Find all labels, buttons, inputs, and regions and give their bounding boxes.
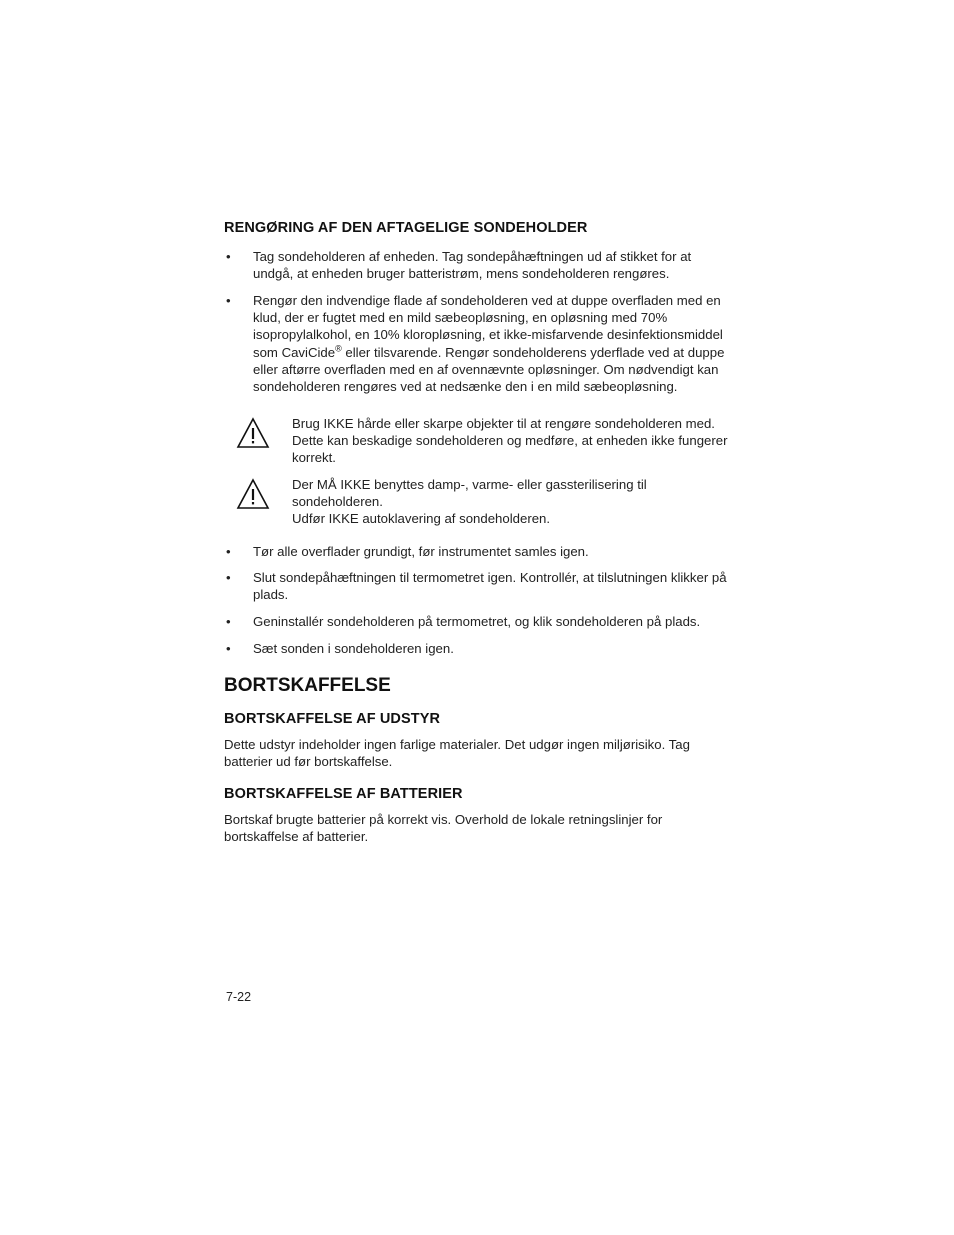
warning-line: Udfør IKKE autoklavering af sondeholderen.: [292, 511, 551, 527]
list-item-text: Tag sondeholderen af enheden. Tag sondepåhæftningen ud af stikket for at undgå, at enheden bruger batteristrøm, mens sondeholderen rengøres.: [253, 249, 692, 282]
list-item-text: [253, 292, 734, 395]
list-item-text-part: Rengør den indvendige flade af sondeholderen ved at duppe overfladen med en klud, der er fugtet med en mild sæbeopløsning, en opløsning med 70% isopropylalkohol, en 10% kloropløsning, et ikke-misfarvende desinfektionsmiddel som CaviCide: [253, 293, 723, 360]
warning-block: [236, 415, 734, 467]
warning-text: [292, 476, 734, 528]
list-item-text: Tør alle overflader grundigt, før instrumentet samles igen.: [253, 544, 589, 559]
warning-text: Brug IKKE hårde eller skarpe objekter til at rengøre sondeholderen med. Dette kan beskadige sondeholderen og medføre, at enheden ikke fungerer korrekt.: [292, 416, 728, 466]
list-item: [224, 569, 734, 603]
subsection-heading-batteries: BORTSKAFFELSE AF BATTERIER: [224, 786, 463, 802]
page-number: 7-22: [226, 990, 252, 1004]
paragraph: Dette udstyr indeholder ingen farlige materialer. Det udgør ingen miljørisiko. Tag batterier ud før bortskaffelse.: [224, 737, 690, 770]
section-heading-disposal: BORTSKAFFELSE: [224, 675, 391, 696]
list-item: [224, 613, 734, 630]
list-item: [224, 292, 734, 395]
bullet-marker: •: [226, 544, 231, 559]
list-item-text: Sæt sonden i sondeholderen igen.: [253, 641, 454, 656]
bullet-marker: •: [226, 293, 231, 308]
list-item-text: Slut sondepåhæftningen til termometret igen. Kontrollér, at tilslutningen klikker på plads.: [253, 570, 727, 603]
warning-triangle-icon: [236, 417, 270, 449]
bullet-marker: •: [226, 614, 231, 629]
list-item: [224, 248, 734, 282]
list-item: [224, 640, 734, 657]
list-item-text: Geninstallér sondeholderen på termometret, og klik sondeholderen på plads.: [253, 614, 701, 629]
section-heading-cleaning: RENGØRING AF DEN AFTAGELIGE SONDEHOLDER: [224, 220, 588, 236]
bullet-marker: •: [226, 249, 231, 264]
bullet-marker: •: [226, 570, 231, 585]
registered-mark: ®: [335, 343, 342, 354]
list-item-text-part: eller tilsvarende. Rengør sondeholderens yderflade ved at duppe eller aftørre overfladen med en af ovennævnte opløsninger. Om nødvendigt kan sondeholderen rengøres ved at nedsænke den i en mild sæbeopløsning.: [253, 344, 725, 395]
warning-block: [236, 476, 734, 528]
warning-triangle-icon: [236, 478, 270, 510]
bullet-marker: •: [226, 641, 231, 656]
warning-line: Der MÅ IKKE benyttes damp-, varme- eller gassterilisering til sondeholderen.: [292, 477, 647, 510]
subsection-heading-equipment: BORTSKAFFELSE AF UDSTYR: [224, 711, 441, 727]
paragraph: Bortskaf brugte batterier på korrekt vis. Overhold de lokale retningslinjer for bortskaffelse af batterier.: [224, 812, 663, 845]
list-item: [224, 543, 734, 560]
